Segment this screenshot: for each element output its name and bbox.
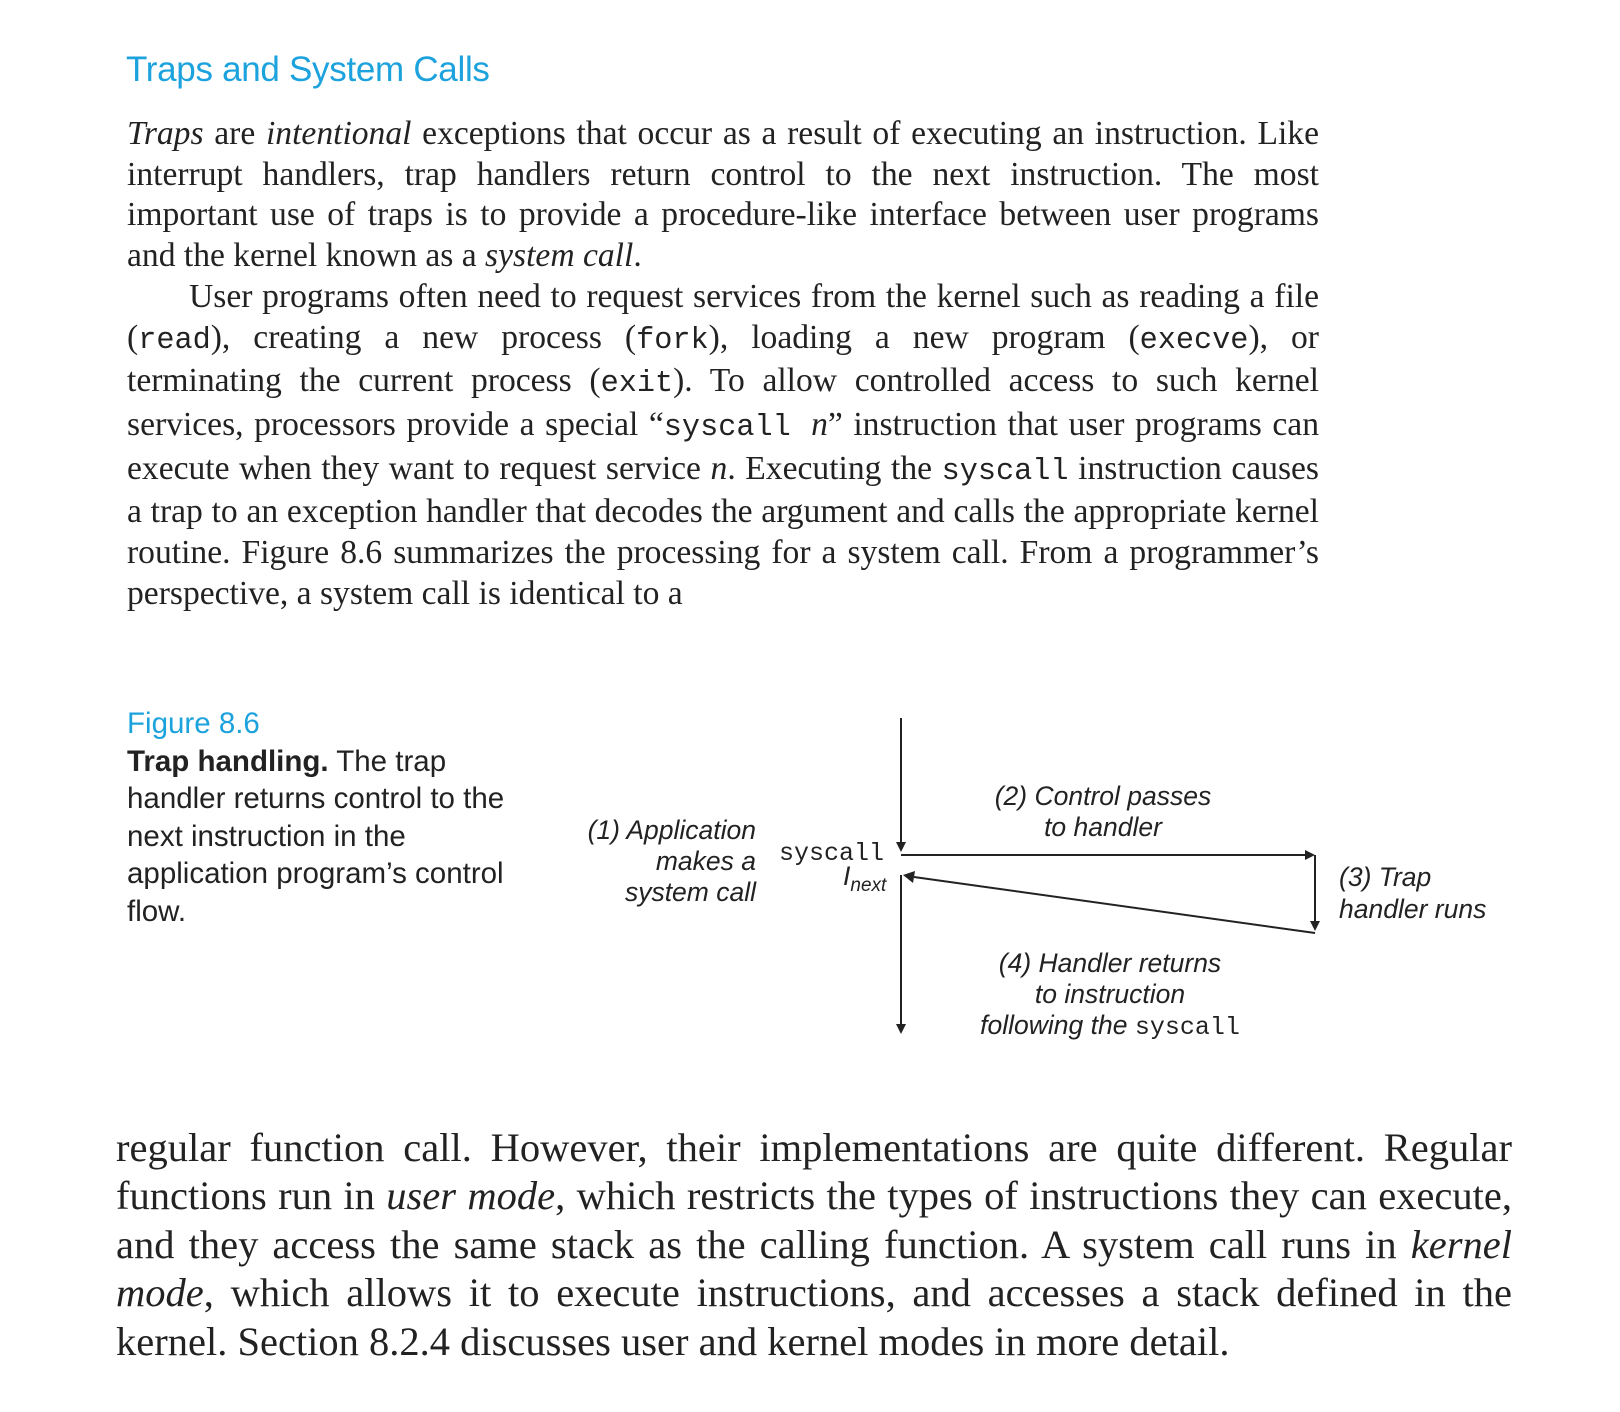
paragraph-traps: Traps are intentional exceptions that occur as a result of executing an instruction. Like interrupt handlers, trap handlers return control to the next instruction. The most important use of traps is to provide a procedure-like interface between user programs and the kernel known as a system call. (127, 115, 1319, 275)
section-heading: Traps and System Calls (126, 50, 490, 89)
continued-text (116, 1124, 1512, 1366)
diagram-lines (901, 718, 1315, 1024)
handler-down-arrowhead (1310, 921, 1320, 931)
step2-line2: to handler (1044, 812, 1162, 842)
term-user-mode: user mode (386, 1173, 556, 1219)
step2-line1: (2) Control passes (994, 781, 1212, 811)
term-kernel-mode: kernel mode (116, 1221, 1512, 1316)
figure-caption (127, 705, 507, 931)
step3-label (1339, 862, 1486, 924)
code-fork: fork (636, 323, 709, 358)
diagram-arrowheads (896, 842, 1320, 1034)
code-execve: execve (1139, 323, 1249, 358)
step4-line2: to instruction (1034, 979, 1186, 1009)
app-flow-down-arrowhead (896, 1024, 906, 1034)
return-arrowhead (903, 871, 915, 883)
step1-line2: makes a (655, 846, 756, 876)
term-system-call: system call (485, 237, 634, 275)
handler-return-arrow-line (914, 877, 1315, 933)
step4-line3: following the syscall (980, 1010, 1240, 1042)
step2-label (995, 781, 1212, 842)
term-intentional: intentional (265, 115, 412, 152)
paragraph-continued: regular function call. However, their implementations are quite different. Regular functions run in user mode, which restricts the types of instructions they can execute, and they access the same stack as the calling function. A system call runs in kernel mode, which allows it to execute instructions, and accesses a stack defined in the kernel. Section 8.2.4 discusses user and kernel modes in more detail. (116, 1125, 1512, 1364)
figure-caption-text: Trap handling. The trap handler returns control to the next instruction in the application program’s control flow. (127, 744, 505, 928)
figure-title: Trap handling. (127, 744, 329, 778)
step3-line1: (3) Trap (1339, 862, 1432, 892)
step4-label (980, 948, 1240, 1042)
control-pass-arrowhead (1305, 850, 1315, 860)
step3-line2: handler runs (1339, 894, 1487, 924)
code-read: read (138, 323, 211, 358)
inext-label: $I_{next}$ (843, 861, 887, 896)
paragraph-system-calls: User programs often need to request services from the kernel such as reading a file (read), creating a new process (fork), loading a new program (execve), or terminating the current process (exit). To allow controlled access to such kernel services, processors provide a special “syscall n” instruction that user programs can execute when they want to request service n. Executing the syscall instruction causes a trap to an exception handler that decodes the argument and calls the appropriate kernel routine. Figure 8.6 summarizes the processing for a system call. From a programmer’s perspective, a system call is identical to a (127, 277, 1319, 612)
step1-line3: system call (624, 877, 756, 907)
code-syscall-n: syscall (663, 410, 812, 445)
step4-line1: (4) Handler returns (998, 948, 1222, 978)
intro-text (127, 114, 1319, 614)
step4-code-syscall: syscall (1134, 1013, 1240, 1042)
code-exit: exit (600, 367, 674, 402)
step1-label (588, 815, 758, 907)
syscall-down-arrowhead (896, 842, 906, 852)
term-traps: Traps (127, 115, 204, 152)
step1-line1: (1) Application (587, 815, 756, 845)
figure-number: Figure 8.6 (127, 707, 260, 740)
syscall-instruction-label: syscall (778, 839, 884, 868)
code-syscall: syscall (941, 454, 1069, 489)
